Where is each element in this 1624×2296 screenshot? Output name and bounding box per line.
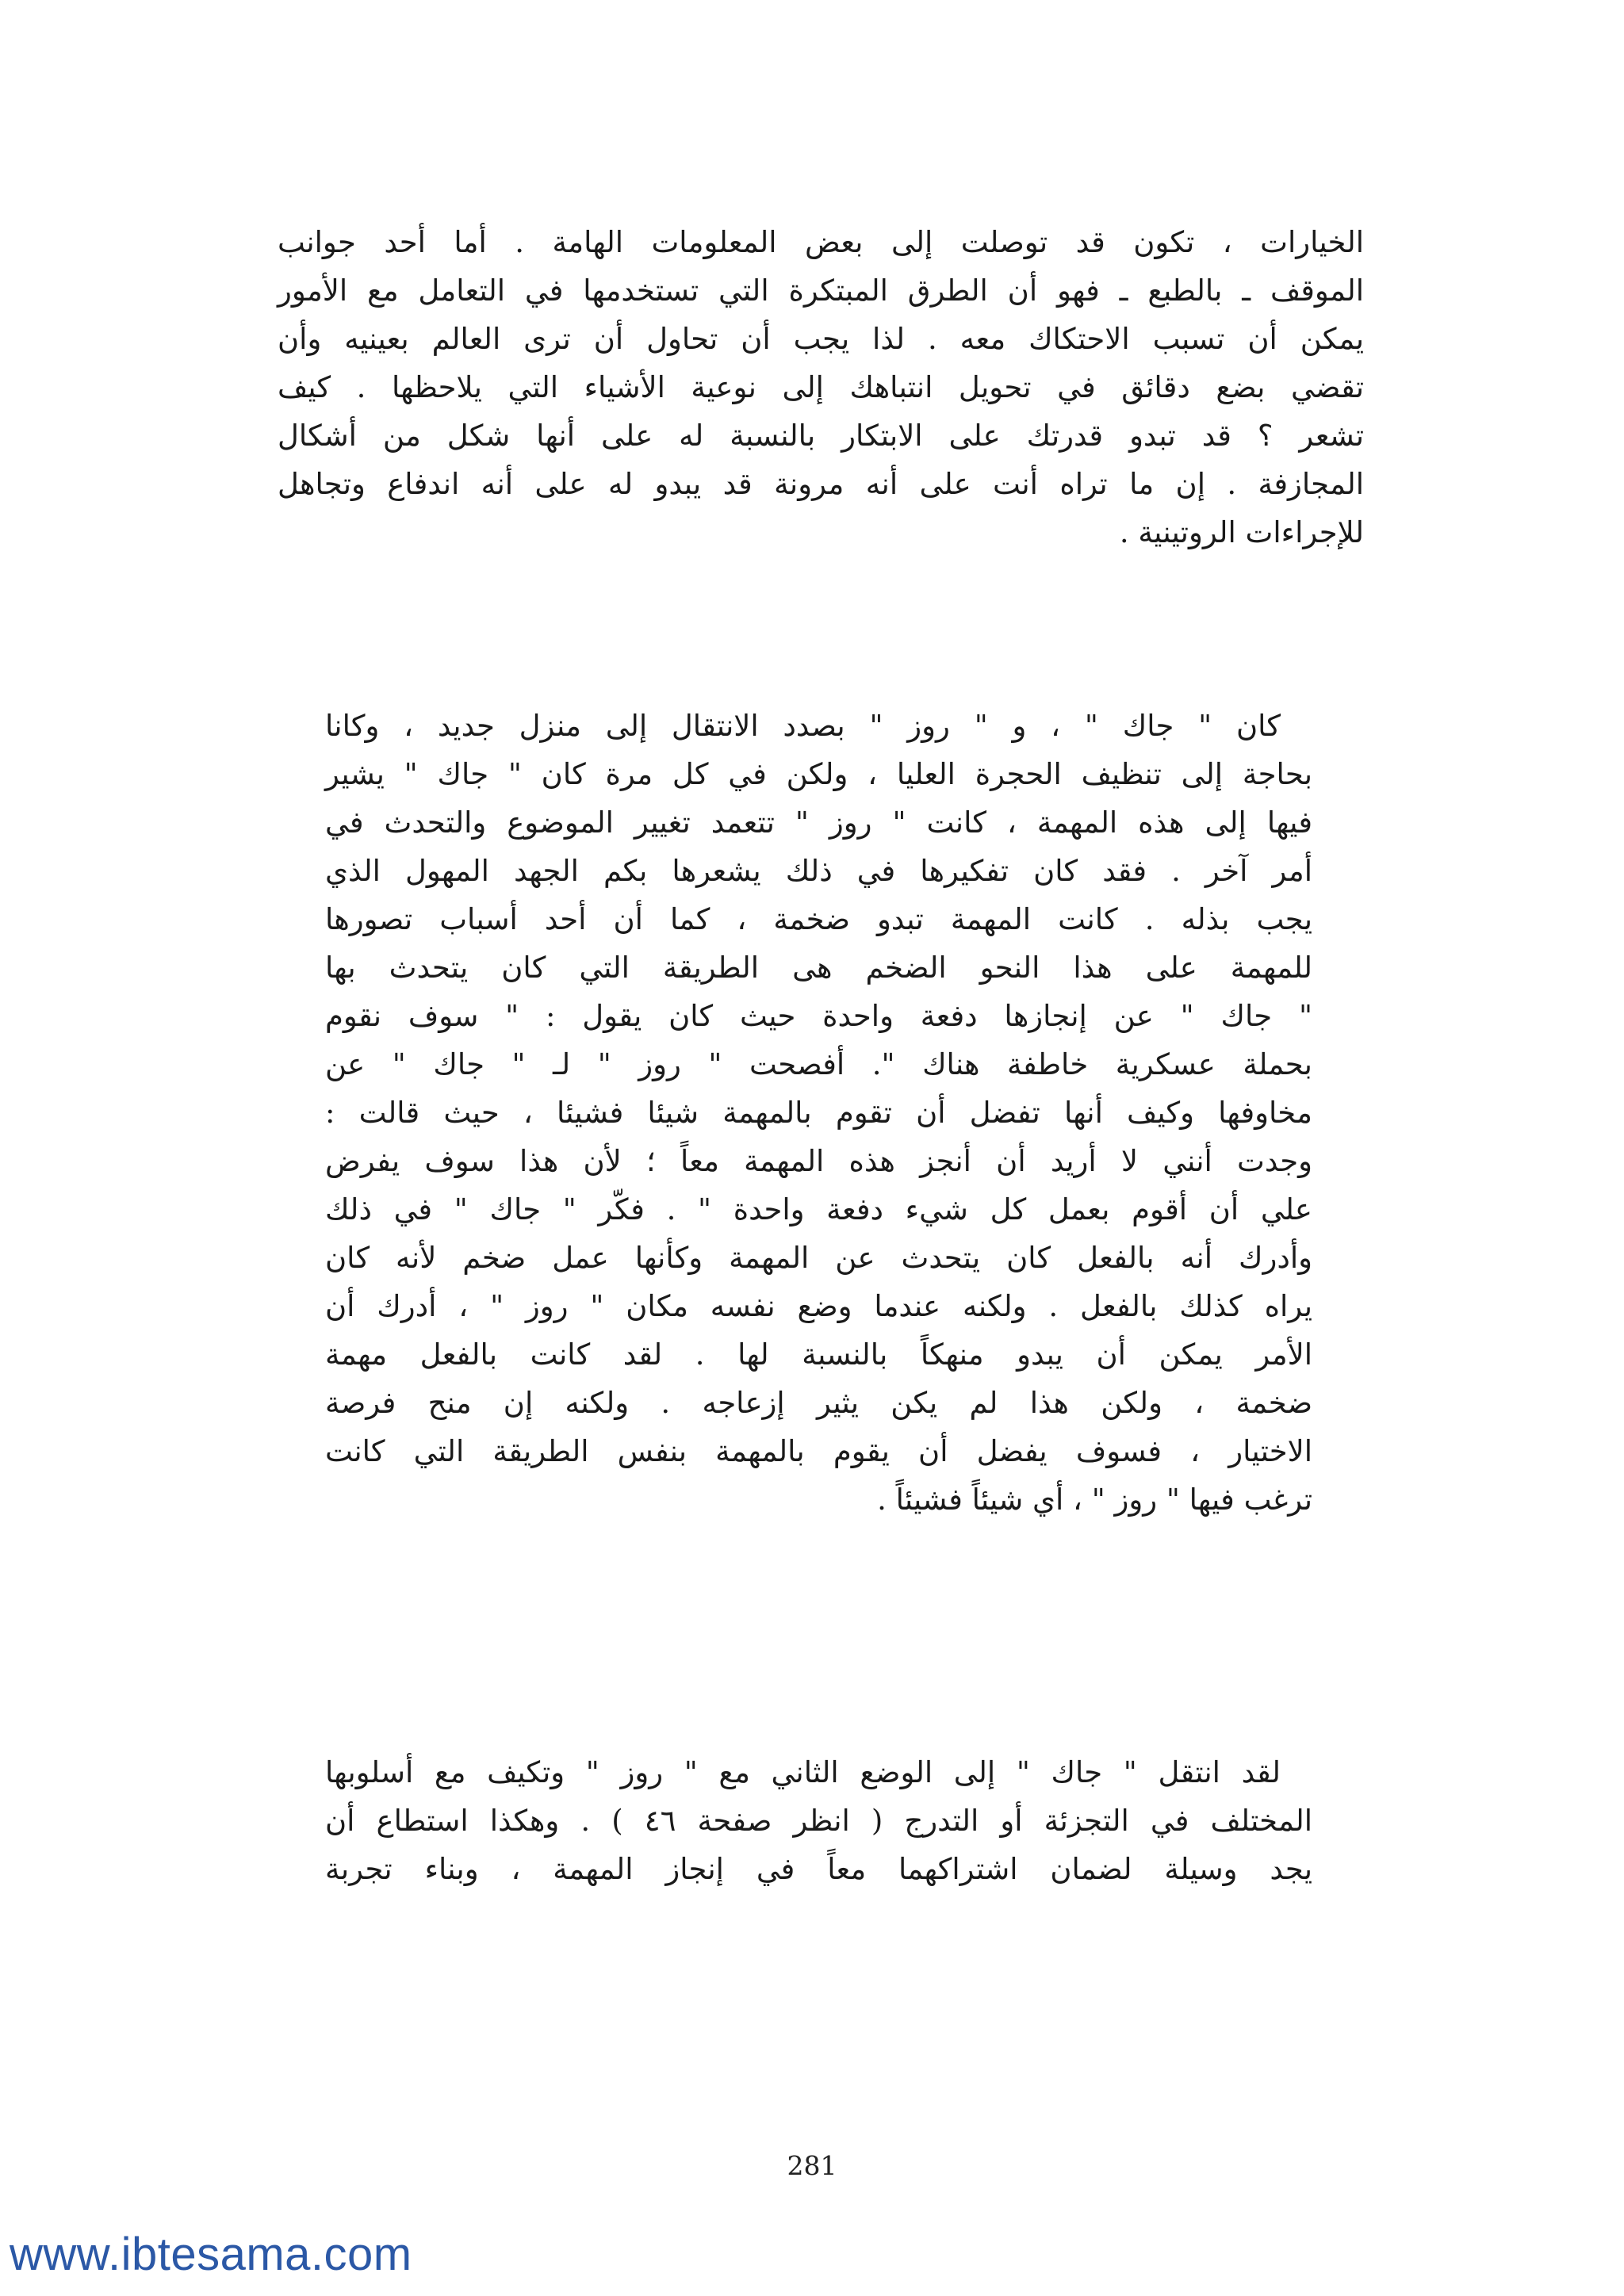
watermark-url: www.ibtesama.com (10, 2229, 412, 2280)
text-line: يمكن أن تسبب الاحتكاك معه . لذا يجب أن تحاول أن ترى العالم بعينيه وأن (278, 322, 1364, 356)
text-line: للإجراءات الروتينية . (1119, 515, 1364, 549)
text-line: فيها إلى هذه المهمة ، كانت " روز " تتعمد تغيير الموضوع والتحدث في (325, 806, 1312, 840)
text-line: للمهمة على هذا النحو الضخم هى الطريقة التي كان يتحدث بها (325, 951, 1312, 985)
paragraph-1 (278, 218, 1364, 557)
text-line: الاختيار ، فسوف يفضل أن يقوم بالمهمة بنفس الطريقة التي كانت (325, 1434, 1312, 1468)
text-line: لقد انتقل " جاك " إلى الوضع الثاني مع " روز " وتكيف مع أسلوبها (325, 1755, 1281, 1789)
page-number: 281 (787, 2150, 837, 2181)
text-line: " جاك " عن إنجازها دفعة واحدة حيث كان يقول : " سوف نقوم (325, 999, 1312, 1033)
text-line: الخيارات ، تكون قد توصلت إلى بعض المعلومات الهامة . أما أحد جوانب (278, 225, 1364, 259)
text-line: وأدرك أنه بالفعل كان يتحدث عن المهمة وكأنها عمل ضخم لأنه كان (325, 1241, 1312, 1275)
text-line: وجدت أنني لا أريد أن أنجز هذه المهمة معاً ؛ لأن هذا سوف يفرض (325, 1144, 1312, 1178)
text-line: الأمر يمكن أن يبدو منهكاً بالنسبة لها . لقد كانت بالفعل مهمة (325, 1337, 1312, 1372)
text-line: يجب بذله . كانت المهمة تبدو ضخمة ، كما أن أحد أسباب تصورها (325, 902, 1312, 936)
text-line: مخاوفها وكيف أنها تفضل أن تقوم بالمهمة شيئا فشيئا ، حيث قالت : (325, 1096, 1312, 1130)
text-line: بحاجة إلى تنظيف الحجرة العليا ، ولكن في كل مرة كان " جاك " يشير (325, 757, 1312, 791)
text-line: تشعر ؟ قد تبدو قدرتك على الابتكار بالنسبة له على أنها شكل من أشكال (278, 419, 1364, 453)
text-line: ضخمة ، ولكن هذا لم يكن يثير إزعاجه . ولكنه إن منح فرصة (325, 1386, 1312, 1420)
text-line: كان " جاك " ، و " روز " بصدد الانتقال إلى منزل جديد ، وكانا (325, 709, 1281, 743)
text-line: يراه كذلك بالفعل . ولكنه عندما وضع نفسه مكان " روز " ، أدرك أن (325, 1289, 1312, 1323)
text-line: علي أن أقوم بعمل كل شيء دفعة واحدة " . فكّر " جاك " في ذلك (325, 1192, 1312, 1226)
paragraph-2 (325, 702, 1312, 1524)
text-line: تقضي بضع دقائق في تحويل انتباهك إلى نوعية الأشياء التي يلاحظها . كيف (278, 370, 1364, 404)
text-line: بحملة عسكرية خاطفة هناك ". أفصحت " روز " لـ " جاك " عن (325, 1047, 1312, 1081)
text-line: المختلف في التجزئة أو التدرج ( انظر صفحة ٤٦ ) . وهكذا استطاع أن (325, 1804, 1313, 1838)
text-line: المجازفة . إن ما تراه أنت على أنه مرونة قد يبدو له على أنه اندفاع وتجاهل (278, 467, 1364, 501)
text-line: يجد وسيلة لضمان اشتراكهما معاً في إنجاز المهمة ، وبناء تجربة (325, 1852, 1312, 1886)
text-line: الموقف ـ بالطبع ـ فهو أن الطرق المبتكرة التي تستخدمها في التعامل مع الأمور (278, 274, 1364, 308)
paragraph-3 (325, 1748, 1312, 1893)
text-line: أمر آخر . فقد كان تفكيرها في ذلك يشعرها بكم الجهد المهول الذي (325, 854, 1312, 888)
text-line: ترغب فيها " روز " ، أي شيئاً فشيئاً . (877, 1483, 1312, 1517)
